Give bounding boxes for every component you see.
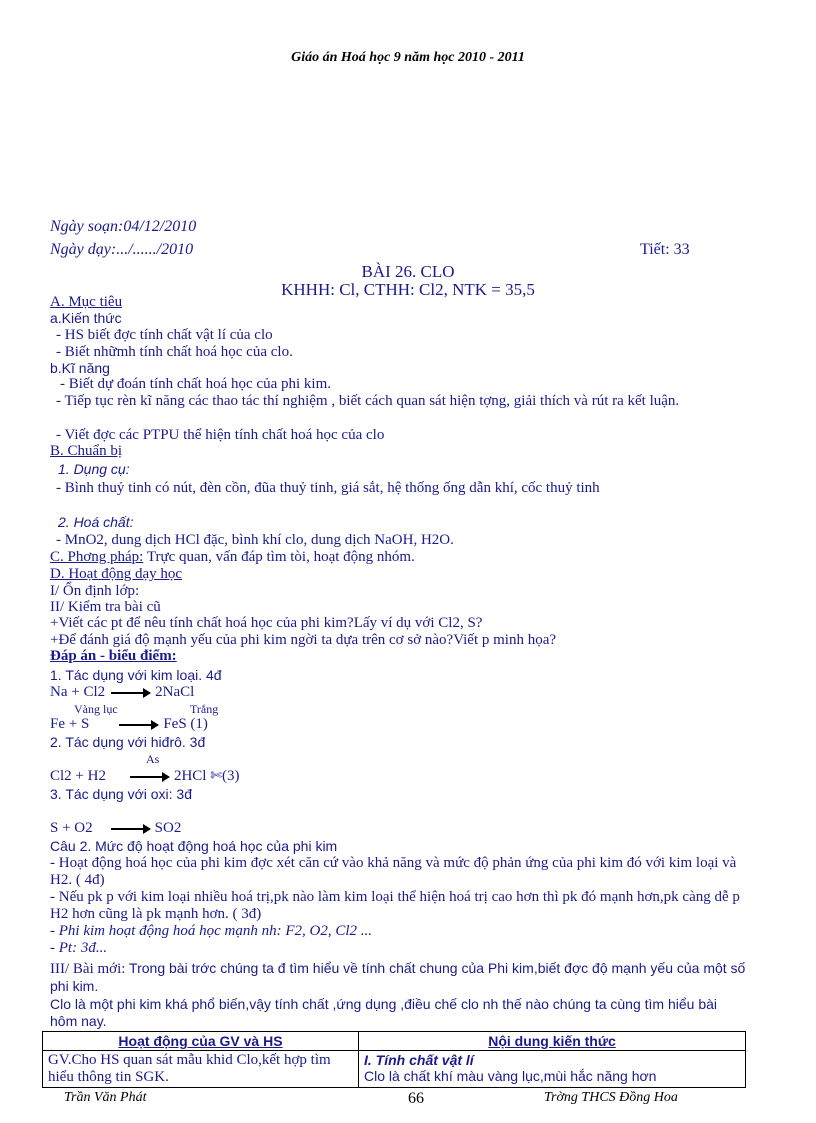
lesson-subtitle: KHHH: Cl, CTHH: Cl2, NTK = 35,5 [281,280,535,299]
section-c [50,549,415,566]
question-2: +Để đánh giá độ mạnh yếu của phi kim ngời ta dựa trên cơ sở nào?Viết p minh họa? [50,632,557,648]
table-cell: GV.Cho HS quan sát mẫu khid Clo,kết hợp tìm hiểu thông tin SGK. [43,1051,359,1088]
arrow-icon [111,692,149,694]
lesson-title: BÀI 26. CLO [361,262,455,281]
cau-2-b: - Nếu pk p với kim loại nhiều hoá trị,pk nào làm kim loại thể hiện hoá trị cao hơn thì pk đó mạnh hơn,pk càng dễ p H2 hơn cũng là pk mạnh hơn. ( 3đ) [50,889,740,922]
section-b-heading: B. Chuẩn bị [50,443,123,459]
table-header-row [43,1032,746,1051]
eq3-note: (3) [221,768,240,784]
bai-moi-heading: III/ Bài mới: [50,961,126,977]
eq1-left: Na + Cl2 [50,684,106,700]
cau-2-c: - Phi kim hoạt động hoá học mạnh nh: F2, O2, Cl2 ... [50,923,373,939]
bai-moi-text-2: Clo là một phi kim khá phổ biến,vậy tính chất ,ứng dụng ,điều chế clo nh thế nào chúng ta cùng tìm hiểu bài hôm nay. [50,996,718,1029]
eq2-right: FeS (1) [163,716,208,732]
equation-2 [50,716,208,733]
kien-thuc-heading: a.Kiến thức [50,310,122,326]
equation-1 [50,684,194,701]
kn1: - Biết dự đoán tính chất hoá học của phi kim. [60,376,331,392]
section-c-text: Trực quan, vấn đáp tìm tòi, hoạt động nhóm. [143,549,415,565]
arrow-icon [119,724,157,726]
answer-2: 2. Tác dụng với hiđrô. 3đ [50,734,206,750]
equation-4 [50,820,181,837]
ngay-day: Ngày dạy:.../....../2010 [50,241,194,258]
ngay-soan: Ngày soạn:04/12/2010 [50,218,197,235]
bai-moi-text: Trong bài trớc chúng ta đ tìm hiểu về tính chất chung của Phi kim,biết đợc độ mạnh yếu của một số phi kim. [50,960,746,994]
arrow-icon [111,828,149,830]
step-2: II/ Kiểm tra bài cũ [50,599,161,615]
eq3-left: Cl2 + H2 [50,768,106,784]
eq4-left: S + O2 [50,820,93,836]
dung-cu-text: - Bình thuỷ tinh có nút, đèn cồn, đũa thuỷ tinh, giá sắt, hệ thống ống dẫn khí, cốc thuỷ tinh [56,480,600,496]
eq1-note-right: Trắng [190,702,219,716]
dap-an-heading: Đáp án - biểu điểm: [50,648,177,664]
cau-2-a: - Hoạt động hoá học của phi kim đợc xét căn cứ vào khả năng và mức độ phản ứng của phi kim đó với kim loại và H2. ( 4đ) [50,855,737,888]
eq1-right: 2NaCl [155,684,195,700]
table-row [43,1051,746,1088]
dung-cu-heading: 1. Dụng cụ: [58,461,130,477]
question-1: +Viết các pt để nêu tính chất hoá học của phi kim?Lấy ví dụ với Cl2, S? [50,615,483,631]
arrow-icon [130,776,168,778]
lesson-table [42,1031,746,1088]
page-header: Giáo án Hoá học 9 năm học 2010 - 2011 [291,50,525,65]
table-cell-text: Clo là chất khí màu vàng lục,mùi hắc năng hơn [364,1068,657,1084]
bai-moi [50,960,746,995]
hoa-chat-heading: 2. Hoá chất: [58,514,134,530]
eq2-left: Fe + S [50,716,90,732]
answer-3: 3. Tác dụng với oxi: 3đ [50,786,193,802]
eq1-note-left: Vàng lục [74,702,118,716]
answer-1: 1. Tác dụng với kim loại. 4đ [50,667,222,683]
kn3: - Viết đợc các PTPU thể hiện tính chất hoá học của clo [56,427,385,443]
eq4-right: SO2 [154,820,182,836]
section-c-heading: C. Phơng pháp: [50,549,144,565]
equation-3 [50,768,239,785]
hoa-chat-text: - MnO2, dung dịch HCl đặc, bình khí clo, dung dịch NaOH, H2O. [56,532,454,548]
step-1: I/ Ổn định lớp: [50,583,140,599]
table-header: Nội dung kiến thức [359,1032,746,1051]
eq3-right: 2HCl [173,768,207,784]
ki-nang-heading: b.Kĩ năng [50,360,110,376]
scissors-icon: ✄ [210,769,222,784]
table-cell [359,1051,746,1088]
footer-author: Trần Văn Phát [64,1090,147,1105]
kt2: - Biết nhữmh tính chất hoá học của clo. [56,344,293,360]
section-a-heading: A. Mục tiêu [50,294,123,310]
kt1: - HS biết đợc tính chất vật lí của clo [56,327,273,343]
tiet: Tiết: 33 [640,241,690,258]
table-cell-heading: I. Tính chất vật lí [364,1052,474,1068]
footer-school: Trờng THCS Đồng Hoa [544,1090,678,1105]
section-d-heading: D. Hoạt động dạy học [50,566,183,582]
table-header: Hoạt động của GV và HS [43,1032,359,1051]
kn2: - Tiếp tục rèn kĩ năng các thao tác thí nghiệm , biết cách quan sát hiện tợng, giải thích và rút ra kết luận. [56,393,680,409]
footer-page: 66 [408,1090,424,1107]
cau-2: Câu 2. Mức độ hoạt động hoá học của phi kim [50,838,338,854]
cau-2-d: - Pt: 3đ... [50,940,108,956]
as-label: As [146,752,160,766]
